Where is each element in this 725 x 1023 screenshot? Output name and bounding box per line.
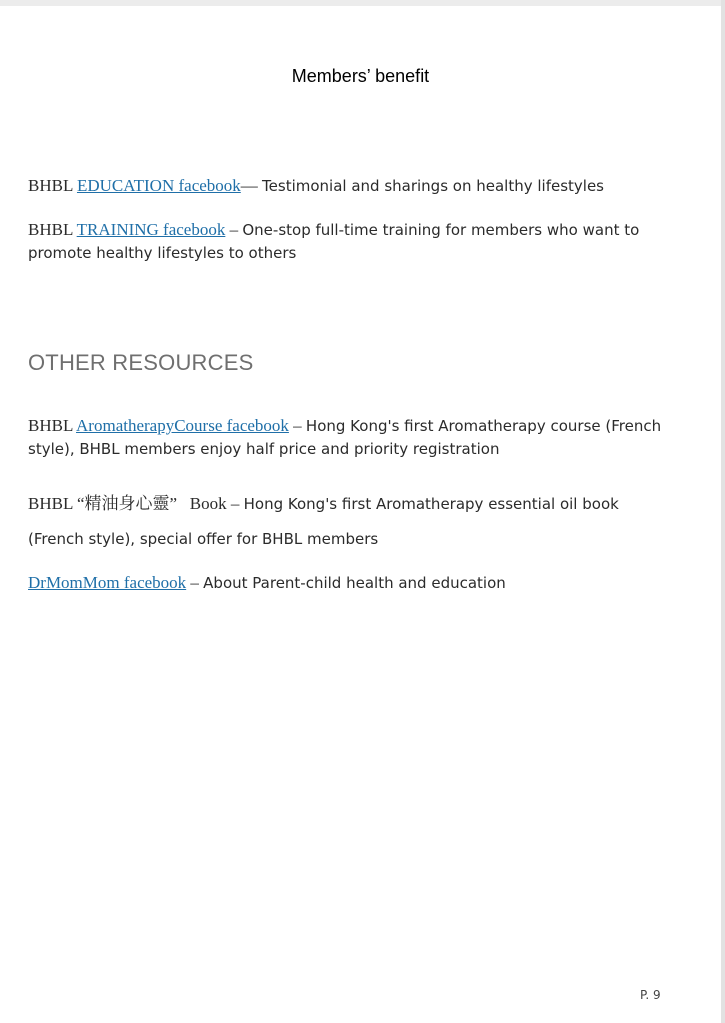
book-title: BHBL “精油身心靈” Book [28,494,227,513]
book-description-line2: (French style), special offer for BHBL members [28,530,379,548]
training-paragraph [28,218,688,265]
drmommom-description: About Parent-child health and education [203,574,506,592]
education-dash: — [240,176,263,195]
aromatherapy-facebook-link[interactable]: AromatherapyCourse facebook [76,416,289,435]
education-description: Testimonial and sharings on healthy lifestyles [262,177,604,195]
page-edge [721,0,725,1023]
aromatherapy-paragraph [28,414,688,461]
aromatherapy-dash: – [288,416,306,435]
education-paragraph [28,174,688,198]
page-title: Members’ benefit [291,66,430,86]
drmommom-dash: – [186,573,204,592]
training-dash: – [225,220,243,239]
aromatherapy-description: Hong Kong's first Aromatherapy course (French style), BHBL members enjoy half price and priority registration [28,417,662,458]
book-paragraph [28,486,688,557]
training-prefix: BHBL [28,220,77,239]
training-description: One-stop full-time training for members who want to promote healthy lifestyles to others [28,221,640,262]
education-facebook-link[interactable]: EDUCATION facebook [76,176,241,195]
drmommom-facebook-link[interactable]: DrMomMom facebook [28,573,187,592]
training-facebook-link[interactable]: TRAINING facebook [76,220,226,239]
book-dash: – [226,494,244,513]
education-prefix: BHBL [28,176,77,195]
other-resources-heading: OTHER RESOURCES [28,350,254,375]
book-description-line1: Hong Kong's first Aromatherapy essential oil book [243,495,619,513]
aromatherapy-prefix: BHBL [28,416,77,435]
drmommom-paragraph [28,571,688,595]
document-page [0,6,721,1023]
page-number: P. 9 [640,988,661,1002]
